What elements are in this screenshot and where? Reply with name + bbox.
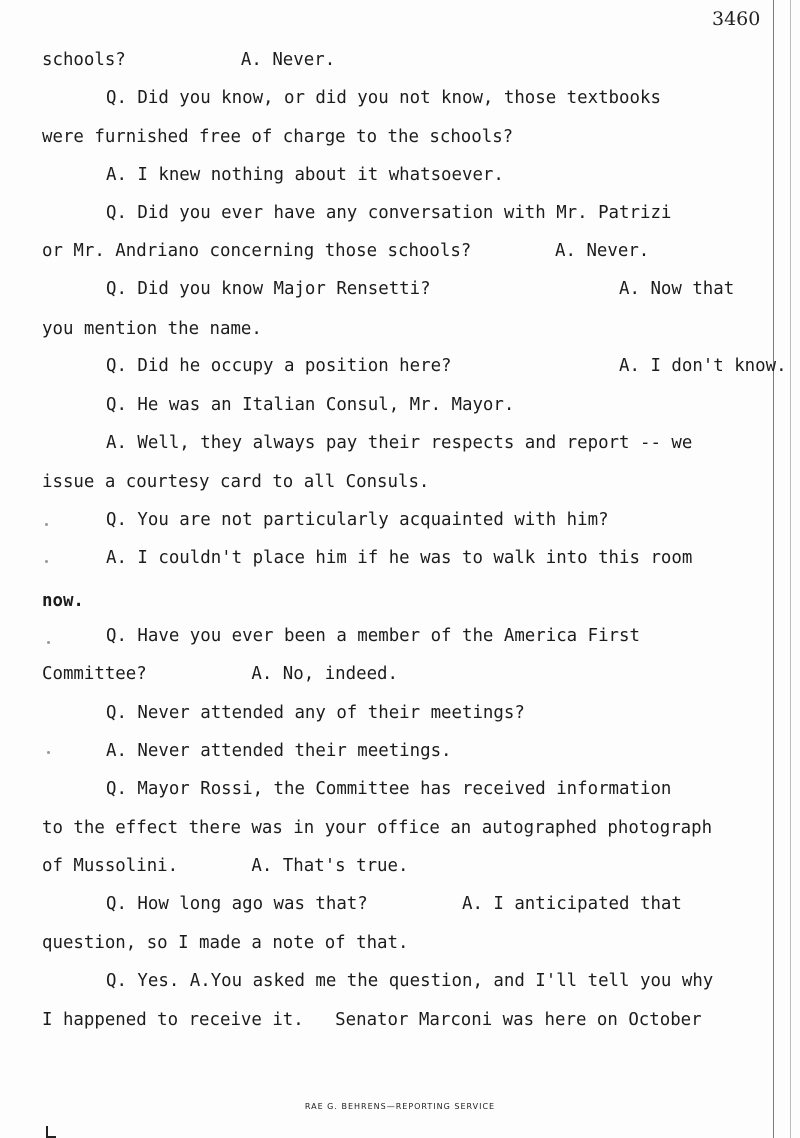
transcript-line: A. I knew nothing about it whatsoever. [106, 165, 504, 185]
transcript-line: to the effect there was in your office an autographed photograph [42, 818, 713, 838]
transcript-line: Q. Never attended any of their meetings? [106, 703, 525, 723]
transcript-line: issue a courtesy card to all Consuls. [42, 472, 430, 492]
transcript-line: Q. You are not particularly acquainted with him? [106, 510, 609, 530]
transcript-line: of Mussolini. A. That's true. [42, 856, 409, 876]
transcript-line: or Mr. Andriano concerning those schools? A. Never. [42, 241, 650, 261]
transcript-line: Q. Yes. A.You asked me the question, and I'll tell you why [106, 971, 714, 991]
transcript-line: Committee? A. No, indeed. [42, 664, 398, 684]
transcript-line: were furnished free of charge to the schools? [42, 127, 514, 147]
transcript-line: Q. Did you know, or did you not know, those textbooks [106, 88, 661, 108]
transcript-line: Q. How long ago was that? A. I anticipated that [106, 894, 682, 914]
transcript-line: A. Never attended their meetings. [106, 741, 452, 761]
transcript-line: Q. He was an Italian Consul, Mr. Mayor. [106, 395, 515, 415]
reporting-service-footer: RAE G. BEHRENS—REPORTING SERVICE [304, 1102, 496, 1111]
margin-rule [773, 0, 774, 1138]
transcript-line: Q. Have you ever been a member of the America First [106, 626, 640, 646]
transcript-line: A. I couldn't place him if he was to walk into this room [106, 548, 693, 568]
transcript-line: Q. Did he occupy a position here? A. I don't know. [106, 356, 787, 376]
margin-rule-outer [790, 0, 791, 1138]
transcript-line: you mention the name. [42, 319, 262, 339]
transcript-line: A. Well, they always pay their respects and report -- we [106, 433, 693, 453]
transcript-line: Q. Did you ever have any conversation with Mr. Patrizi [106, 203, 672, 223]
transcript-line: schools? A. Never. [42, 50, 336, 70]
corner-mark [46, 1126, 56, 1138]
transcript-line: I happened to receive it. Senator Marconi was here on October [42, 1010, 702, 1030]
transcript-line: question, so I made a note of that. [42, 933, 409, 953]
transcript-line: now. [42, 591, 84, 611]
transcript-line: Q. Mayor Rossi, the Committee has received information [106, 779, 672, 799]
stray-mark [47, 641, 50, 644]
stray-mark [45, 560, 48, 563]
page-number: 3460 [712, 8, 761, 30]
transcript-line: Q. Did you know Major Rensetti? A. Now that [106, 279, 735, 299]
stray-mark [45, 523, 48, 526]
stray-mark [47, 751, 50, 754]
